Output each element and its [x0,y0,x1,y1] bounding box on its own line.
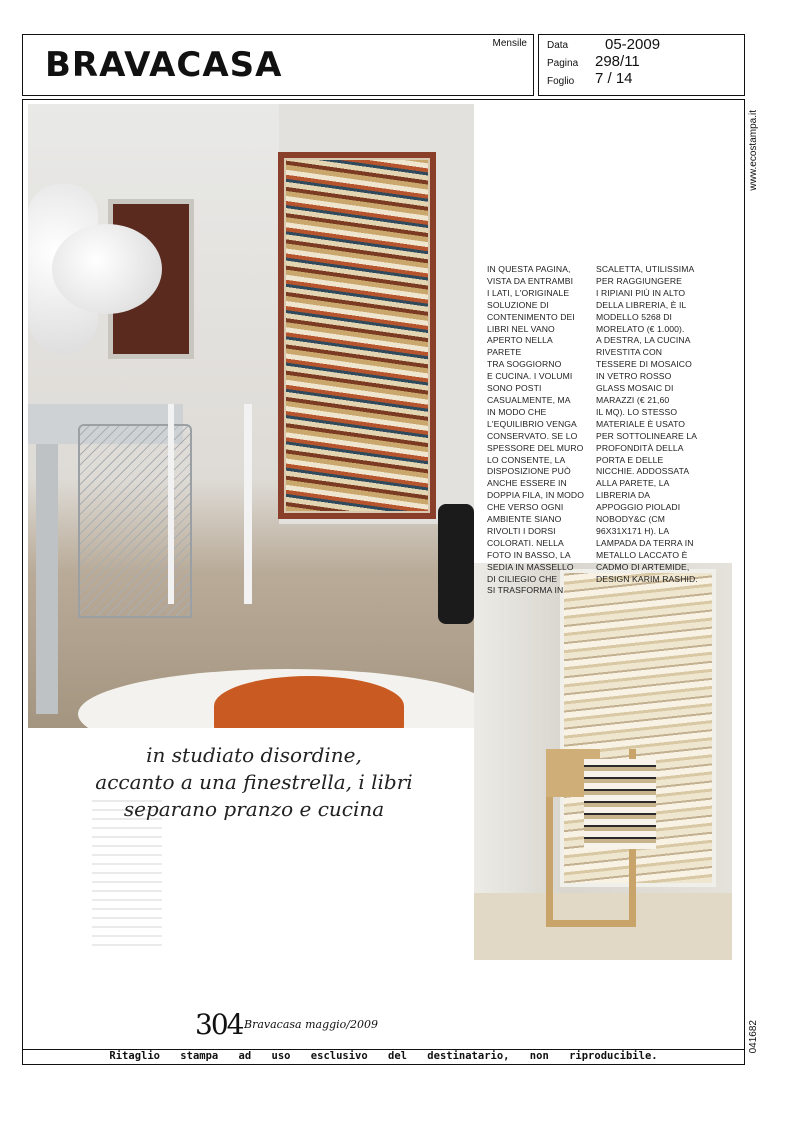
text-line: CASUALMENTE, MA [487,394,571,405]
text-line: I LATI, L'ORIGINALE [487,287,570,298]
text-line: ANCHE ESSERE IN [487,478,567,489]
text-line: LAMPADA DA TERRA IN [596,537,694,548]
text-line: DI CILIEGIO CHE [487,573,558,584]
text-line: I RIPIANI PIÙ IN ALTO [596,287,686,298]
orange-cushion [214,676,404,728]
text-line: DISPOSIZIONE PUÒ [487,466,571,477]
caption-line: in studiato disordine, [146,743,362,767]
periodicity-label: Mensile [492,38,527,49]
text-line: DELLA LIBRERIA, È IL [596,299,687,310]
text-line: APPOGGIO PIOLADI [596,502,681,513]
text-line: CADMO DI ARTEMIDE, [596,561,690,572]
text-line: 96X31X171 H). LA [596,525,670,536]
issue-source: Bravacasa maggio/2009 [244,1018,379,1031]
text-line: LO CONSENTE, LA [487,454,566,465]
text-line: MATERIALE È USATO [596,418,686,429]
text-line: SONO POSTI [487,383,542,394]
text-line: SI TRASFORMA IN [487,585,564,596]
text-line: DOPPIA FILA, IN MODO [487,490,585,501]
clipping-meta-box [538,34,745,96]
book-stack [584,759,656,849]
text-line: CONSERVATO. SE LO [487,430,578,441]
text-line: TESSERE DI MOSAICO [596,359,692,370]
text-line: COLORATI. NELLA [487,537,564,548]
date-value: 05-2009 [605,36,661,53]
text-line: METALLO LACCATO È [596,549,688,560]
white-chair [168,404,252,604]
text-line: IN QUESTA PAGINA, [487,264,571,274]
stacked-books [284,158,430,513]
text-line: MODELLO 5268 DI [596,311,673,322]
page-number: 304 [195,1008,243,1041]
text-line: IL MQ). LO STESSO [596,406,678,417]
masthead-box [22,34,534,96]
table-leg [36,444,58,714]
clipping-disclaimer: Ritaglio stampa ad uso esclusivo del destinatario, non riproducibile. [22,1049,745,1065]
black-pouf [438,504,474,624]
article-text-column-2 [596,264,720,585]
text-line: CONTENIMENTO DEI [487,311,575,322]
text-line: IN MODO CHE [487,406,547,417]
main-photo [28,104,474,728]
text-line: PER SOTTOLINEARE LA [596,430,698,441]
text-line: RIVOLTI I DORSI [487,525,556,536]
text-line: L'EQUILIBRIO VENGA [487,418,577,429]
sheet-label: Foglio [547,76,575,87]
sheet-value: 7 / 14 [595,70,633,87]
text-line: MORELATO (€ 1.000). [596,323,685,334]
text-line: IN VETRO ROSSO [596,371,672,382]
text-line: SOLUZIONE DI [487,299,549,310]
text-line: RIVESTITA CON [596,347,663,358]
text-line: LIBRERIA DA [596,490,651,501]
text-line: LIBRI NEL VANO [487,323,555,334]
caption-line: separano pranzo e cucina [123,797,385,821]
text-line: FOTO IN BASSO, LA [487,549,571,560]
text-line: ALLA PARETE, LA [596,478,670,489]
masthead-title: BRAVACASA [45,45,283,85]
text-line: PROFONDITÀ DELLA [596,442,684,453]
text-line: CHE VERSO OGNI [487,502,564,513]
page-label: Pagina [547,58,579,69]
text-line: GLASS MOSAIC DI [596,383,674,394]
side-code: 041682 [748,1020,759,1054]
text-line: NICCHIE. ADDOSSATA [596,466,690,477]
text-line: SEDIA IN MASSELLO [487,561,574,572]
text-line: E CUCINA. I VOLUMI [487,371,573,382]
text-line: AMBIENTE SIANO [487,514,562,525]
text-line: DESIGN KARIM RASHID. [596,573,698,584]
bookshelf-niche [278,152,436,519]
pendant-lamp-globe [52,224,162,314]
text-line: PORTA E DELLE [596,454,664,465]
page-value: 298/11 [595,53,640,70]
text-line: SPESSORE DEL MURO [487,442,584,453]
article-text-column-1 [487,264,587,597]
side-url: www.ecostampa.it [748,110,759,191]
text-line: MARAZZI (€ 21,60 [596,394,670,405]
show-through-text [92,800,162,950]
text-line: TRA SOGGIORNO [487,359,562,370]
text-line: VISTA DA ENTRAMBI [487,275,574,286]
text-line: SCALETTA, UTILISSIMA [596,264,695,274]
text-line: NOBODY&C (CM [596,514,665,525]
date-label: Data [547,40,569,51]
text-line: PER RAGGIUNGERE [596,275,683,286]
caption-line: accanto a una finestrella, i libri [95,770,413,794]
text-line: A DESTRA, LA CUCINA [596,335,691,346]
text-line: APERTO NELLA PARETE [487,335,553,358]
secondary-photo [474,563,732,960]
